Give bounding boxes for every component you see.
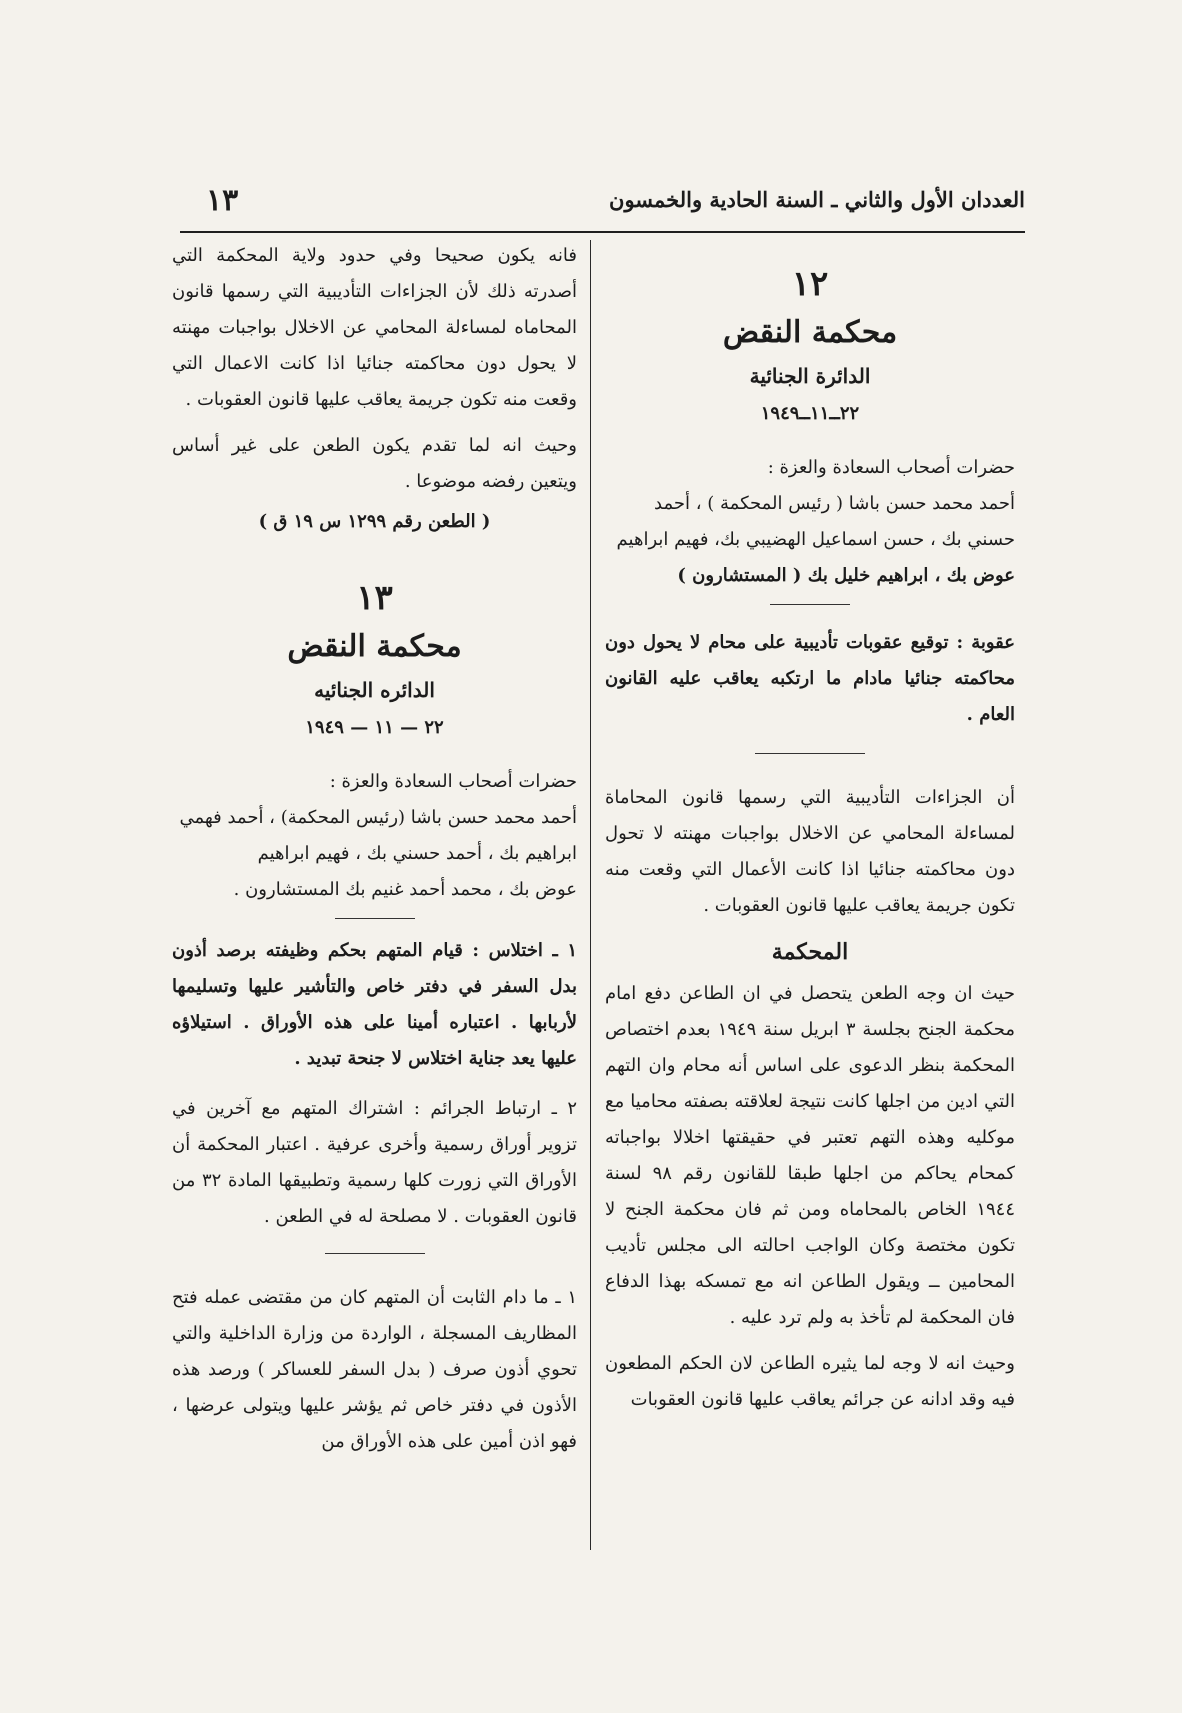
section-heading: المحكمة [771,939,849,965]
panel-line: عوض بك ، ابراهيم خليل بك ( المستشارون ) [677,565,1015,586]
separator-rule [770,604,850,605]
legal-principle: أن الجزاءات التأديبية التي رسمها قانون المحاماة لمساءلة المحامي عن الاخلال بواجبات مهنته لا تحول دون محاكمته جنائيا اذا كانت الأعمال التي وقعت منه تكون جريمة يعاقب عليها قانون العقوبات . [605,787,1015,916]
court-name: محكمة النقض [287,629,462,664]
panel-line: عوض بك ، محمد أحمد غنيم بك المستشارون . [233,879,577,900]
page-header [180,183,1025,223]
session-date: ٢٢ــ١١ــ١٩٤٩ [760,403,860,424]
panel-line: أحمد محمد حسن باشا ( رئيس المحكمة ) ، أحمد [654,493,1015,514]
ruling-paragraph: حيث ان وجه الطعن يتحصل في ان الطاعن دفع امام محكمة الجنح بجلسة ٣ ابريل سنة ١٩٤٩ بعدم اختصاص المحكمة بنظر الدعوى على اساس أنه محام وان التهم التي ادين من اجلها كانت نتيجة لعلاقته بصفته محاميا مع موكليه وهذه التهم تعتبر في حقيقتها اخلالا بواجباته كمحام يحاكم من اجلها طبقا للقانون رقم ٩٨ لسنة ١٩٤٤ الخاص بالمحاماه ومن ثم فان محكمة الجنح لا تكون مختصة وكان الواجب احالته الى مجلس تأديب المحامين ــ ويقول الطاعن انه مع تمسكه بهذا الدفاع فان المحكمة لم تأخذ به ولم ترد عليه . [605,983,1015,1328]
header-rule [180,231,1025,233]
case-number: ١٣ [356,578,393,618]
panel-intro: حضرات أصحاب السعادة والعزة : [329,771,577,792]
left-column [172,245,577,1460]
page-number: ١٣ [206,183,239,218]
case-summary: عقوبة : توقيع عقوبات تأديبية على محام لا يحول دون محاكمته جنائيا مادام ما ارتكبه يعاقب عليه القانون العام . [605,632,1015,725]
appeal-citation: ( الطعن رقم ١٢٩٩ س ١٩ ق ) [258,511,491,532]
header-title: العددان الأول والثاني ـ السنة الحادية والخمسون [609,187,1025,212]
separator-rule [325,1253,425,1254]
court-name: محكمة النقض [722,315,898,350]
ruling-paragraph: وحيث انه لا وجه لما يثيره الطاعن لان الحكم المطعون فيه وقد ادانه عن جرائم يعاقب عليها قانون العقوبات [605,1353,1015,1410]
right-column [605,250,1015,1418]
panel-line: أحمد محمد حسن باشا (رئيس المحكمة) ، أحمد فهمي [179,807,577,828]
panel-intro: حضرات أصحاب السعادة والعزة : [767,457,1015,478]
panel-line: ابراهيم بك ، أحمد حسني بك ، فهيم ابراهيم [257,843,577,864]
court-division: الدائرة الجنائية [749,364,871,388]
case-summary-2: ٢ ـ ارتباط الجرائم : اشتراك المتهم مع آخرين في تزوير أوراق رسمية وأخرى عرفية . اعتبار المحكمة أن الأوراق التي زورت كلها رسمية وتطبيقها المادة ٣٢ من قانون العقوبات . لا مصلحة له في الطعن . [172,1098,577,1227]
continued-paragraph: فانه يكون صحيحا وفي حدود ولاية المحكمة التي أصدرته ذلك لأن الجزاءات التأديبية التي رسمها قانون المحاماه لمساءلة المحامي عن الاخلال بواجبات مهنته لا يحول دون محاكمته جنائيا اذا كانت الاعمال التي وقعت منه تكون جريمة يعاقب عليها قانون العقوبات . [172,245,577,410]
column-divider [590,240,591,1550]
separator-rule [335,918,415,919]
final-paragraph: وحيث انه لما تقدم يكون الطعن على غير أساس ويتعين رفضه موضوعا . [172,435,577,492]
panel-names [172,800,577,908]
legal-principle-1: ١ ـ ما دام الثابت أن المتهم كان من مقتضى عمله فتح المظاريف المسجلة ، الواردة من وزارة الداخلية والتي تحوي أذون صرف ( بدل السفر للعساكر ) ورصد هذه الأذون في دفتر خاص ثم يؤشر عليها ويتولى عرضها ، فهو اذن أمين على هذه الأوراق من [172,1287,577,1452]
panel-names [605,486,1015,594]
panel-line: حسني بك ، حسن اسماعيل الهضيبي بك، فهيم ابراهيم [616,529,1015,550]
case-summary-1: ١ ـ اختلاس : قيام المتهم بحكم وظيفته برصد أذون بدل السفر في دفتر خاص والتأشير عليها وتسليمها لأربابها . اعتباره أمينا على هذه الأوراق . استيلاؤه عليها يعد جناية اختلاس لا جنحة تبديد . [172,940,577,1069]
case-number: ١٢ [791,264,829,304]
court-division: الدائره الجنائيه [314,678,435,702]
session-date: ٢٢ — ١١ — ١٩٤٩ [305,717,444,738]
separator-rule [755,753,865,754]
